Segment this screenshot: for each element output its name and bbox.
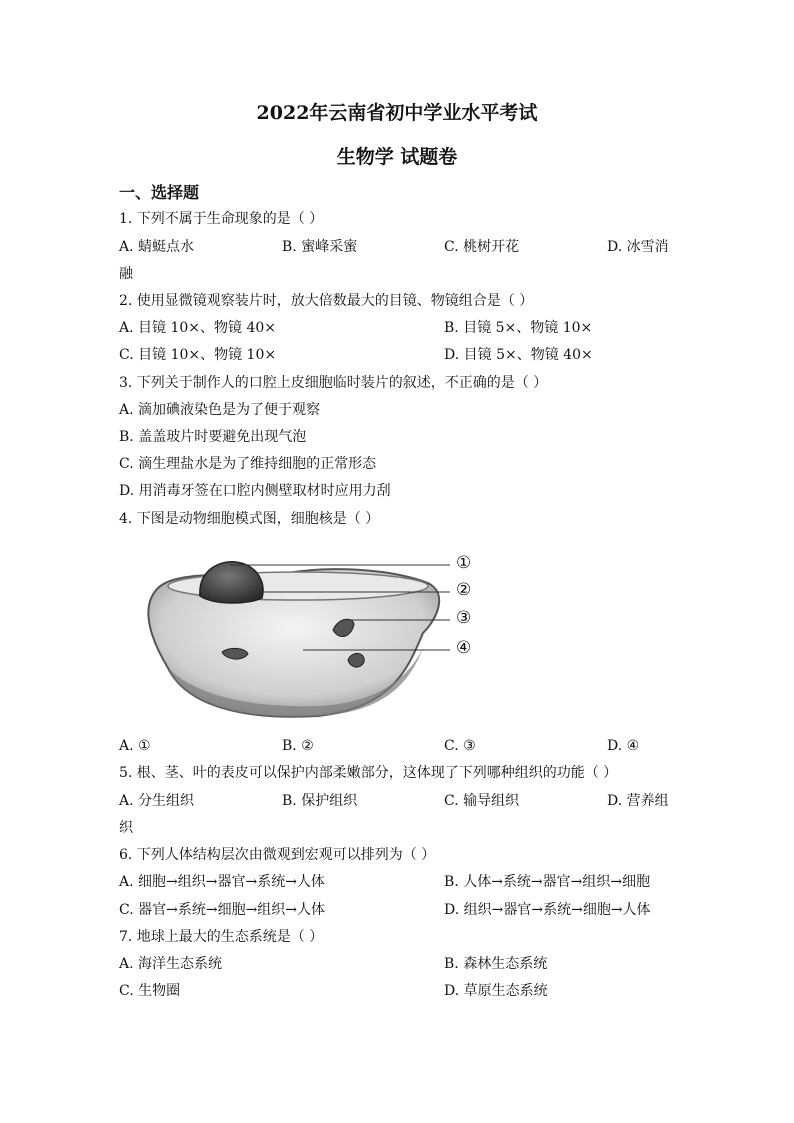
question-2-option-c: C. 目镜 10×、物镜 10× xyxy=(119,347,277,363)
question-1-option-c: C. 桃树开花 xyxy=(444,239,520,255)
question-3-option-b: B. 盖盖玻片时要避免出现气泡 xyxy=(119,429,307,445)
question-1-option-a: A. 蜻蜓点水 xyxy=(119,239,195,255)
question-3-option-a: A. 滴加碘液染色是为了便于观察 xyxy=(119,402,321,418)
question-6-option-b: B. 人体→系统→器官→组织→细胞 xyxy=(444,874,651,890)
figure-label-4: ④ xyxy=(456,638,472,658)
question-2-option-a: A. 目镜 10×、物镜 40× xyxy=(119,320,277,336)
question-3-option-c: C. 滴生理盐水是为了维持细胞的正常形态 xyxy=(119,456,377,472)
question-3-stem: 3. 下列关于制作人的口腔上皮细胞临时装片的叙述，不正确的是（ ） xyxy=(119,375,548,391)
page-title: 2022年云南省初中学业水平考试 xyxy=(256,102,538,124)
animal-cell-figure xyxy=(138,548,478,728)
question-4-option-d: D. ④ xyxy=(607,738,640,754)
question-5-option-a: A. 分生组织 xyxy=(119,793,195,809)
question-1-option-b: B. 蜜峰采蜜 xyxy=(282,239,358,255)
question-1-wrap: 融 xyxy=(119,266,133,282)
question-7-option-b: B. 森林生态系统 xyxy=(444,956,548,972)
question-1-option-d: D. 冰雪消 xyxy=(607,239,669,255)
question-7-option-d: D. 草原生态系统 xyxy=(444,983,548,999)
question-6-option-d: D. 组织→器官→系统→细胞→人体 xyxy=(444,902,651,918)
question-7-option-c: C. 生物圈 xyxy=(119,983,181,999)
figure-label-1: ① xyxy=(456,553,472,573)
question-2-option-d: D. 目镜 5×、物镜 40× xyxy=(444,347,593,363)
question-6-option-a: A. 细胞→组织→器官→系统→人体 xyxy=(119,874,325,890)
question-2-stem: 2. 使用显微镜观察装片时，放大倍数最大的目镜、物镜组合是（ ） xyxy=(119,293,534,309)
question-5-option-c: C. 输导组织 xyxy=(444,793,520,809)
question-6-stem: 6. 下列人体结构层次由微观到宏观可以排列为（ ） xyxy=(119,847,436,863)
nucleus xyxy=(200,562,263,603)
question-5-stem: 5. 根、茎、叶的表皮可以保护内部柔嫩部分，这体现了下列哪种组织的功能（ ） xyxy=(119,765,618,781)
question-4-stem: 4. 下图是动物细胞模式图，细胞核是（ ） xyxy=(119,511,380,527)
question-4-option-a: A. ① xyxy=(119,738,151,754)
question-7-option-a: A. 海洋生态系统 xyxy=(119,956,223,972)
figure-label-2: ② xyxy=(456,580,472,600)
question-4-option-c: C. ③ xyxy=(444,738,476,754)
question-6-option-c: C. 器官→系统→细胞→组织→人体 xyxy=(119,902,326,918)
page-subtitle: 生物学 试题卷 xyxy=(336,146,458,168)
figure-label-3: ③ xyxy=(456,608,472,628)
question-3-option-d: D. 用消毒牙签在口腔内侧壁取材时应用力刮 xyxy=(119,483,391,499)
question-5-option-d: D. 营养组 xyxy=(607,793,669,809)
question-5-wrap: 织 xyxy=(119,820,133,836)
section-heading: 一、选择题 xyxy=(119,183,200,202)
question-5-option-b: B. 保护组织 xyxy=(282,793,358,809)
question-4-option-b: B. ② xyxy=(282,738,314,754)
question-2-option-b: B. 目镜 5×、物镜 10× xyxy=(444,320,593,336)
question-1-stem: 1. 下列不属于生命现象的是（ ） xyxy=(119,211,324,227)
question-7-stem: 7. 地球上最大的生态系统是（ ） xyxy=(119,929,324,945)
